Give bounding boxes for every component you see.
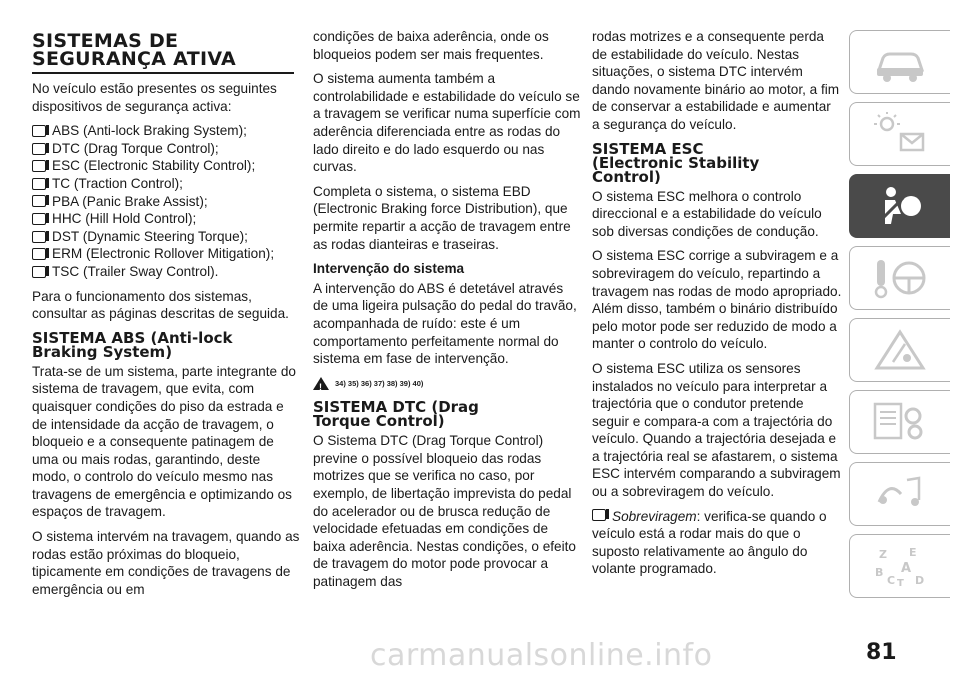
col2-paragraph-2: O sistema aumenta também a controlabilidade e estabilidade do veículo se a travagem se verificar numa superfície com aderência diferenciada entre as rodas do lado direito e do lado esquerdo ou nas curvas. xyxy=(313,71,581,175)
list-item xyxy=(32,193,300,211)
outro-paragraph: Para o funcionamento dos sistemas, consultar as páginas descritas de seguida. xyxy=(32,288,289,322)
col3-paragraph-5 xyxy=(592,508,842,578)
intro-paragraph: No veículo estão presentes os seguintes dispositivos de segurança activa: xyxy=(32,81,277,114)
col3-paragraph-3: O sistema ESC corrige a subviragem e a sobreviragem do veículo, repartindo a travagem nas rodas de modo apropriado. Além disso, também o binário distribuído pelo motor pode ser reduzido de modo a manter o controlo do veículo. xyxy=(592,248,842,352)
list-item xyxy=(32,245,300,263)
warning-references xyxy=(313,375,581,393)
bullet-icon xyxy=(32,195,46,207)
tab-emergency[interactable] xyxy=(849,318,950,382)
list-item xyxy=(32,228,300,246)
oversteer-term: Sobreviragem xyxy=(612,508,697,524)
column-1 xyxy=(32,32,300,605)
svg-text:C: C xyxy=(887,574,896,587)
abs-paragraph-2: O sistema intervém na travagem, quando as rodas estão próximas do bloqueio, tipicamente em condições de travagens de emergência ou em xyxy=(32,529,300,597)
multimedia-icon xyxy=(871,472,929,516)
col2-paragraph-1: condições de baixa aderência, onde os bloqueios podem ser mais frequentes. xyxy=(313,29,549,62)
bullet-icon xyxy=(32,143,46,155)
column-3 xyxy=(592,28,842,585)
svg-text:B: B xyxy=(875,566,884,579)
list-item xyxy=(32,210,300,228)
esc-heading-line-3: Control) xyxy=(592,167,661,186)
index-letters-icon xyxy=(871,544,929,588)
col2-paragraph-5: O Sistema DTC (Drag Torque Control) previne o possível bloqueio das rodas motrizes que se verifica no caso, por exemplo, de libertação imprevista do pedal do acelerador ou de brusca redução de velocidade efetuadas em condições de baixa aderência. Nestas condições, o efeito de travagem do motor pode provocar a patinagem das xyxy=(313,433,576,590)
bullet-icon xyxy=(32,266,46,278)
svg-text:A: A xyxy=(901,561,912,576)
list-item xyxy=(32,175,300,193)
watermark: carmanualsonline.info xyxy=(370,638,713,673)
gears-service-icon xyxy=(871,400,929,444)
bullet-icon xyxy=(32,178,46,190)
list-item-label: PBA (Panic Brake Assist); xyxy=(52,193,208,209)
bullet-icon xyxy=(32,248,46,260)
list-item-label: ESC (Electronic Stability Control); xyxy=(52,158,256,174)
dtc-heading-line-1: SISTEMA DTC (Drag xyxy=(313,398,479,417)
systems-list xyxy=(32,122,300,280)
tab-car[interactable] xyxy=(849,30,950,94)
intervention-subheading: Intervenção do sistema xyxy=(313,261,465,277)
tab-starting-driving[interactable] xyxy=(849,246,950,310)
tab-safety[interactable] xyxy=(849,174,950,238)
abs-paragraph-1: Trata-se de um sistema, parte integrante do sistema de travagem, que evita, com quaisquer condições do piso da estrada e de intensidade da acção de travagem, o bloqueio e a consequente patinagem de uma ou mais rodas, garantindo, deste modo, o controlo do veículo mesmo nas travagens de emergência e optimizando os espaços de travagem. xyxy=(32,363,296,520)
abs-heading-line-1: SISTEMA ABS (Anti-lock xyxy=(32,328,233,347)
abs-heading-line-2: Braking System) xyxy=(32,342,173,361)
column-2 xyxy=(313,28,581,598)
page-number: 81 xyxy=(866,640,897,665)
bullet-icon xyxy=(32,125,46,137)
list-item xyxy=(32,122,300,140)
key-steering-icon xyxy=(871,256,929,300)
list-item xyxy=(32,263,300,281)
title-line-1: SISTEMAS DE xyxy=(32,30,179,52)
svg-text:E: E xyxy=(909,546,917,559)
svg-text:T: T xyxy=(897,578,904,588)
tab-multimedia[interactable] xyxy=(849,462,950,526)
col2-paragraph-3: Completa o sistema, o sistema EBD (Electronic Braking force Distribution), que permite repartir a acção de travagem entre as rodas dianteiras e traseiras. xyxy=(313,183,571,252)
list-item-label: DTC (Drag Torque Control); xyxy=(52,140,219,156)
list-item-label: TSC (Trailer Sway Control). xyxy=(52,263,219,279)
chapter-sidebar xyxy=(850,30,950,620)
dtc-heading xyxy=(313,398,581,431)
svg-text:Z: Z xyxy=(879,548,887,561)
list-item-label: TC (Traction Control); xyxy=(52,175,183,191)
col3-paragraph-2: O sistema ESC melhora o controlo direccional e a estabilidade do veículo sob diversas condições de condução. xyxy=(592,188,822,239)
tab-index[interactable] xyxy=(849,534,950,598)
page-title xyxy=(32,32,294,74)
warning-refs-text[interactable]: 34) 35) 36) 37) 38) 39) 40) xyxy=(335,378,424,388)
list-item xyxy=(32,140,300,158)
list-item-label: ERM (Electronic Rollover Mitigation); xyxy=(52,246,275,262)
warning-road-icon xyxy=(871,328,929,372)
tab-dashboard-lights[interactable] xyxy=(849,102,950,166)
title-line-2: SEGURANÇA ATIVA xyxy=(32,48,237,70)
esc-heading-line-2: (Electronic Stability xyxy=(592,153,760,172)
col3-paragraph-4: O sistema ESC utiliza os sensores instalados no veículo para interpretar a trajectória que o condutor pretende seguir e compara-a com a trajectória do veículo. Quando a trajectória desejada e a trajectória real se afastarem, o sistema ESC intervém comparando a subviragem ou a sobreviragem do veículo. xyxy=(592,360,841,500)
esc-heading xyxy=(592,139,842,186)
col2-paragraph-4: A intervenção do ABS é detetável através de uma ligeira pulsação do pedal do travão, acompanhada de ruído: este é um comportamento perfeitamente normal do sistema em fase de intervenção. xyxy=(313,280,577,367)
warning-triangle-icon xyxy=(313,377,329,390)
car-icon xyxy=(871,40,929,84)
abs-heading xyxy=(32,328,300,361)
esc-heading-line-1: SISTEMA ESC xyxy=(592,139,704,158)
list-item-label: HHC (Hill Hold Control); xyxy=(52,211,197,227)
list-item xyxy=(32,157,300,175)
list-item-label: DST (Dynamic Steering Torque); xyxy=(52,228,248,244)
bullet-icon xyxy=(32,213,46,225)
svg-text:D: D xyxy=(915,574,925,587)
dashboard-lights-icon xyxy=(871,112,929,156)
dtc-heading-line-2: Torque Control) xyxy=(313,412,445,431)
list-item-label: ABS (Anti-lock Braking System); xyxy=(52,123,247,139)
airbag-seat-icon xyxy=(871,184,929,228)
tab-maintenance[interactable] xyxy=(849,390,950,454)
bullet-icon xyxy=(592,509,606,521)
col3-paragraph-1: rodas motrizes e a consequente perda de estabilidade do veículo. Nestas situações, o sistema DTC intervém dando novamente binário ao motor, a fim de conservar a estabilidade e aumentar a segurança do veículo. xyxy=(592,29,840,132)
oversteer-definition: : verifica-se quando o veículo está a rodar mais do que o suposto relativamente ao ângulo do volante programado. xyxy=(592,508,827,577)
bullet-icon xyxy=(32,231,46,243)
bullet-icon xyxy=(32,160,46,172)
